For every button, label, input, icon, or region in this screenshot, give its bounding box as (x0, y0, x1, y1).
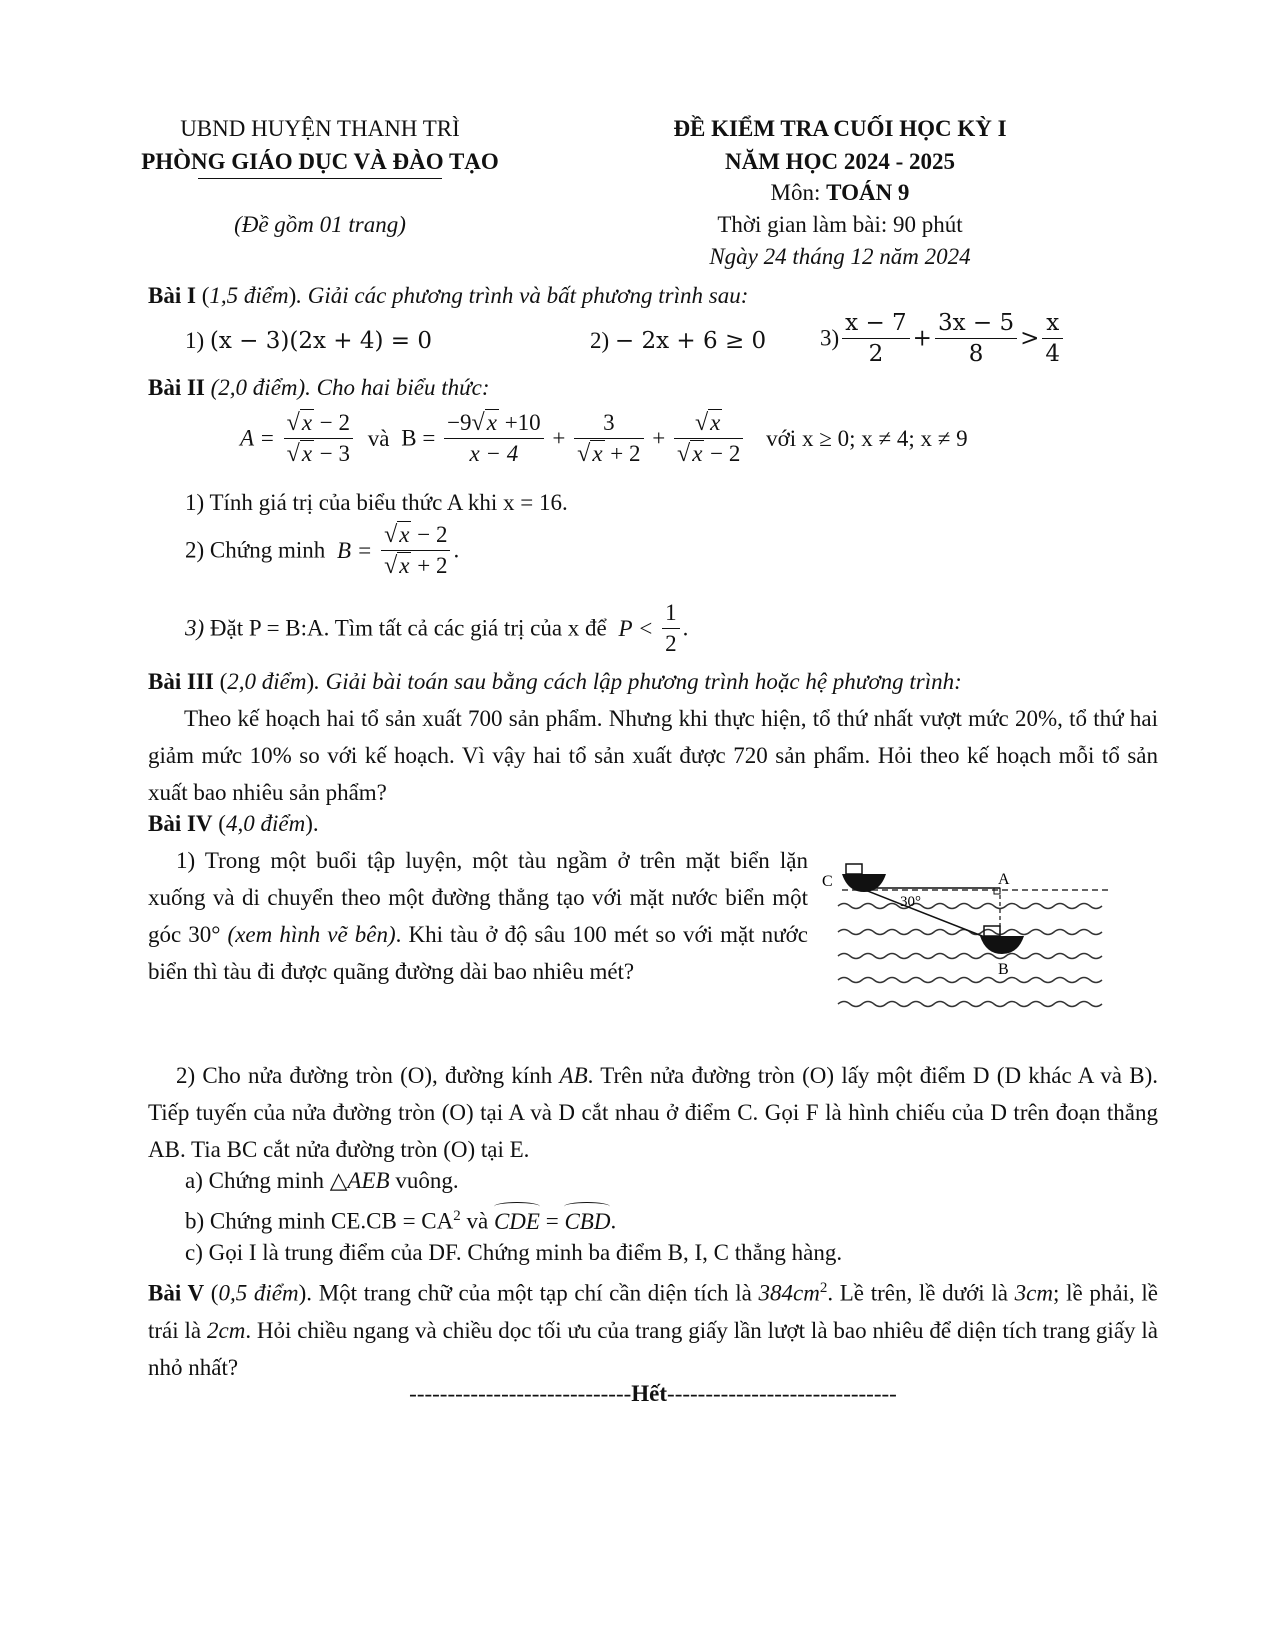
bai2-q3-p: P < (618, 615, 654, 641)
expr-a-fraction: $\frac{√x - 2}{√x - 3}$ (284, 408, 353, 469)
subject-name: TOÁN 9 (826, 180, 910, 205)
end-word: Hết (631, 1381, 668, 1406)
expr-a-label: A = (240, 425, 275, 451)
bai1-problem2 (590, 322, 766, 360)
bai5-label: Bài V (148, 1280, 205, 1306)
angle-cde: CDE (494, 1206, 540, 1238)
fig-angle-label: 30° (900, 894, 921, 910)
exam-date: Ngày 24 tháng 12 năm 2024 (709, 244, 971, 269)
bai2-q3-text: Đặt P = B:A. Tìm tất cả các giá trị của x để (204, 615, 607, 641)
bai1-problem1 (185, 322, 432, 360)
sea-waves (838, 904, 1102, 1007)
bai5-text: Bài V (0,5 điểm). Một trang chữ của một tạp chí cần diện tích là $384cm^2$. Lề trên, lề dưới là 3cm; lề phải, lề trái là 2cm. Hỏi chiều ngang và chiều dọc tối ưu của trang giấy lần lượt là bao nhiêu để diện tích trang giấy là nhỏ nhất? (148, 1280, 1158, 1380)
and-word: và (367, 425, 390, 451)
triangle-aeb: △AEB (329, 1168, 390, 1193)
bai4-p2-a: 2) Cho nửa đường tròn (O), đường kính (176, 1063, 560, 1088)
bai3-instruction: . Giải bài toán sau bằng cách lập phương trình hoặc hệ phương trình: (314, 669, 962, 694)
bai4-p2 (148, 1057, 1158, 1168)
bai1-p3-frac2: $\frac{3x - 5}{8}$ (935, 308, 1017, 369)
expr-b-fraction3: $\frac{√x}{√x - 2}$ (674, 408, 743, 469)
bai1-heading: Bài I (1,5 điểm). Giải các phương trình và bất phương trình sau: (148, 283, 749, 308)
bai4-p2-ab: AB (559, 1063, 588, 1088)
expr-b-fraction1: $\frac{-9√x +10}{x - 4}$ (444, 408, 544, 469)
bai1-p3-gt: > (1020, 325, 1040, 352)
bai4-qa: a) Chứng minh △AEB vuông. (185, 1168, 459, 1193)
margin-top-bottom: 3cm (1014, 1280, 1053, 1306)
bai4-p1-b: . Khi tàu ở độ sâu 100 mét so với mặt nước biển thì tàu đi được quãng đường dài bao nhiêu mét? (148, 922, 808, 984)
submarine-start-icon (842, 874, 886, 892)
bai2-expressions: A = $\frac{√x - 2}{√x - 3}$ và B = $\frac{-9√x +10}{x - 4}$ + $\frac{3}{√x + 2}$ + $\frac{√x}{√x - 2}$ với x ≥ 0; x ≠ 4; x ≠ 9 (240, 410, 968, 467)
right-angle-mark (994, 888, 1000, 894)
subject-line (640, 176, 1040, 210)
bai2-label: Bài II (148, 375, 205, 400)
bai2-points: (2,0 điểm) (210, 375, 306, 400)
bai4-p1 (148, 842, 808, 990)
bai5-points: 0,5 điểm (218, 1280, 299, 1306)
bai4-p2-b: . Trên nửa đường tròn (O) lấy một điểm D (D khác A và B). Tiếp tuyến của nửa đường tròn (O) tại A và D cắt nhau ở điểm C. Gọi F là hình chiếu của D trên đoạn thẳng AB. Tia BC cắt nửa đường tròn (O) tại E. (148, 1063, 1158, 1162)
school-year: NĂM HỌC 2024 - 2025 (725, 149, 955, 174)
domain-condition: với x ≥ 0; x ≠ 4; x ≠ 9 (766, 425, 968, 451)
submarine-end-icon (980, 936, 1024, 954)
bai4-qc: c) Gọi I là trung điểm của DF. Chứng minh ba điểm B, I, C thẳng hàng. (185, 1240, 843, 1265)
bai2-q3-num: 3) (185, 615, 205, 641)
fig-label-b: B (998, 961, 1009, 978)
bai2-q1: 1) Tính giá trị của biểu thức A khi x = 16. (185, 490, 568, 515)
bai1-p1-num: 1) (185, 328, 205, 353)
bai4-p1-ref: (xem hình vẽ bên) (220, 922, 396, 947)
school-district: UBND HUYỆN THANH TRÌ (180, 116, 460, 141)
bai1-p3-plus: + (912, 325, 932, 352)
fig-label-c: C (822, 873, 833, 890)
submarine-figure (820, 848, 1140, 1023)
bai1-problem3 (820, 308, 1066, 369)
bai2-q2-text: 2) Chứng minh (185, 537, 326, 563)
bai1-p3-frac1: $\frac{x - 7}{2}$ (842, 308, 910, 369)
bai1-p2-num: 2) (590, 328, 610, 353)
exam-title: ĐỀ KIỂM TRA CUỐI HỌC KỲ I (673, 116, 1007, 141)
end-marker: -----------------------------Hết------------------------------ (409, 1381, 897, 1406)
expr-b-fraction2: $\frac{3}{√x + 2}$ (574, 408, 643, 469)
submarine-start-tower-icon (846, 864, 862, 874)
bai1-p3-num: 3) (820, 325, 840, 351)
header-divider (198, 178, 442, 179)
margin-left-right: 2cm (206, 1317, 246, 1343)
bai3-label: Bài III (148, 669, 214, 694)
bai3-points: 2,0 điểm (227, 669, 307, 694)
bai4-p1-a: 1) Trong một buổi tập luyện, một tàu ngầm ở trên mặt biển lặn xuống và di chuyển theo một đường thẳng tạo với mặt nước biển một góc 30° (148, 848, 808, 947)
bai2-q3-fraction: $\frac{1}{2}$ (662, 598, 680, 659)
angle-cbd: CBD (564, 1206, 610, 1238)
bai3-text: Theo kế hoạch hai tổ sản xuất 700 sản phẩm. Nhưng khi thực hiện, tổ thứ nhất vượt mức 20%, tổ thứ hai giảm mức 10% so với kế hoạch. Vì vậy hai tổ sản xuất được 720 sản phẩm. Hỏi theo kế hoạch mỗi tổ sản xuất bao nhiêu sản phẩm? (148, 706, 1158, 805)
bai1-p1-expr: (x − 3)(2x + 4) = 0 (209, 328, 432, 354)
bai2-q3: 3) Đặt P = B:A. Tìm tất cả các giá trị của x để P < $\frac{1}{2}$ . (185, 598, 688, 659)
bai2-q2-b: B = (337, 537, 373, 563)
bai3-heading: Bài III (2,0 điểm). Giải bài toán sau bằng cách lập phương trình hoặc hệ phương trình: (148, 669, 962, 694)
bai1-points: 1,5 điểm (209, 283, 289, 308)
bai4-label: Bài IV (148, 811, 213, 836)
bai2-q2-fraction: $\frac{√x - 2}{√x + 2}$ (381, 520, 450, 581)
expr-b-label: B = (401, 425, 436, 451)
page-area: 384cm (758, 1280, 820, 1306)
bai2-q2: 2) Chứng minh B = $\frac{√x - 2}{√x + 2}$ . (185, 522, 460, 579)
department-name: PHÒNG GIÁO DỤC VÀ ĐÀO TẠO (141, 149, 499, 174)
bai2-heading (148, 372, 490, 404)
page-count-note: (Đề gồm 01 trang) (234, 212, 406, 237)
exam-duration: Thời gian làm bài: 90 phút (717, 212, 963, 237)
bai1-p2-expr: − 2x + 6 ≥ 0 (614, 328, 767, 354)
bai1-label: Bài I (148, 283, 196, 308)
fig-label-a: A (998, 871, 1010, 888)
bai4-heading: Bài IV (4,0 điểm). (148, 811, 319, 836)
bai2-instruction: . Cho hai biểu thức: (305, 375, 490, 400)
bai1-p3-frac3: $\frac{x}{4}$ (1042, 308, 1063, 369)
bai1-instruction: . Giải các phương trình và bất phương trình sau: (296, 283, 749, 308)
subject-prefix: Môn: (770, 180, 827, 205)
bai4-qb: b) Chứng minh $CE.CB = CA^2$ và CDE = CBD. (185, 1200, 616, 1238)
bai4-points: 4,0 điểm (225, 811, 306, 836)
